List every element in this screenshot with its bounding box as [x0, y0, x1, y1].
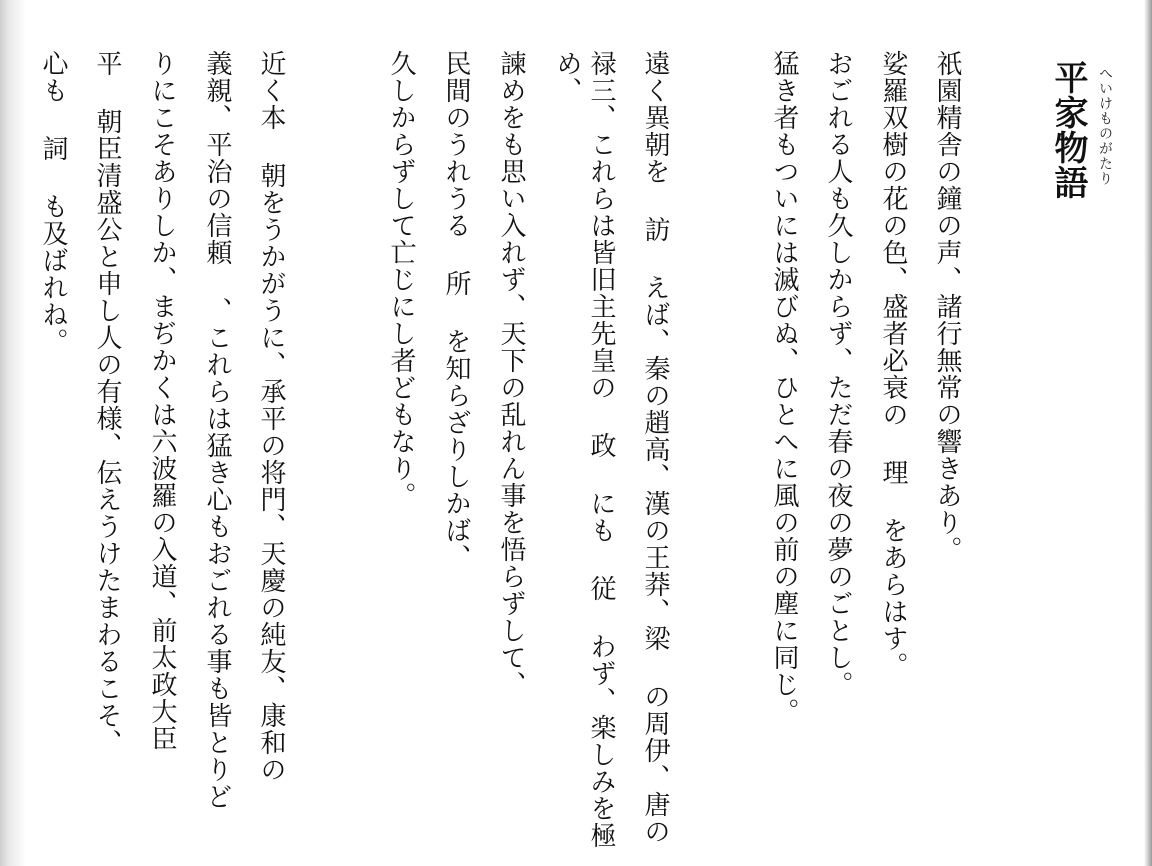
text-line-14: 平 朝臣清盛公と申し人の有様、伝えうけたまわるこそ、 [92, 50, 122, 756]
text-line-13: りにこそありしか、まぢかくは六波羅の入道、前太政大臣 [147, 50, 177, 752]
title-reading: へいけものがたり [1097, 66, 1113, 186]
text-line-6: 禄三、これらは皆旧主先皇の 政 にも 従 わず、楽しみを極 [586, 50, 616, 849]
text-line-9: 民間のうれうる 所 を知らざりしかば、 [441, 50, 471, 571]
text-line-8: 諫めをも思い入れず、天下の乱れん事を悟らずして、 [496, 50, 526, 698]
text-line-1: 祇園精舎の鐘の声、諸行無常の響きあり。 [932, 50, 962, 563]
page-gutter-shadow [0, 0, 26, 866]
text-line-2: 娑羅双樹の花の色、盛者必衰の 理 をあらはす。 [878, 50, 908, 679]
document-page [26, 0, 1144, 866]
text-line-15: 心も 詞 も及ばれね。 [38, 50, 68, 355]
text-line-10: 久しからずして亡じにし者どもなり。 [386, 50, 416, 509]
text-line-11: 近く本 朝をうかがうに、承平の将門、天慶の純友、康和の [256, 50, 286, 783]
text-line-7: め、 [552, 50, 582, 104]
page-edge [1144, 0, 1152, 866]
text-line-3: おごれる人も久しからず、ただ春の夜の夢のごとし。 [823, 50, 853, 698]
text-line-12: 義親、平治の信頼 、これらは猛き心もおごれる事も皆とりど [202, 50, 232, 810]
text-line-5: 遠く異朝を 訪 えば、秦の趙高、漢の王莽、梁 の周伊、唐の [640, 50, 670, 845]
page-title: 平家物語 [1048, 60, 1088, 200]
text-line-4: 猛き者もついには滅びぬ、ひとへに風の前の塵に同じ。 [769, 50, 799, 725]
